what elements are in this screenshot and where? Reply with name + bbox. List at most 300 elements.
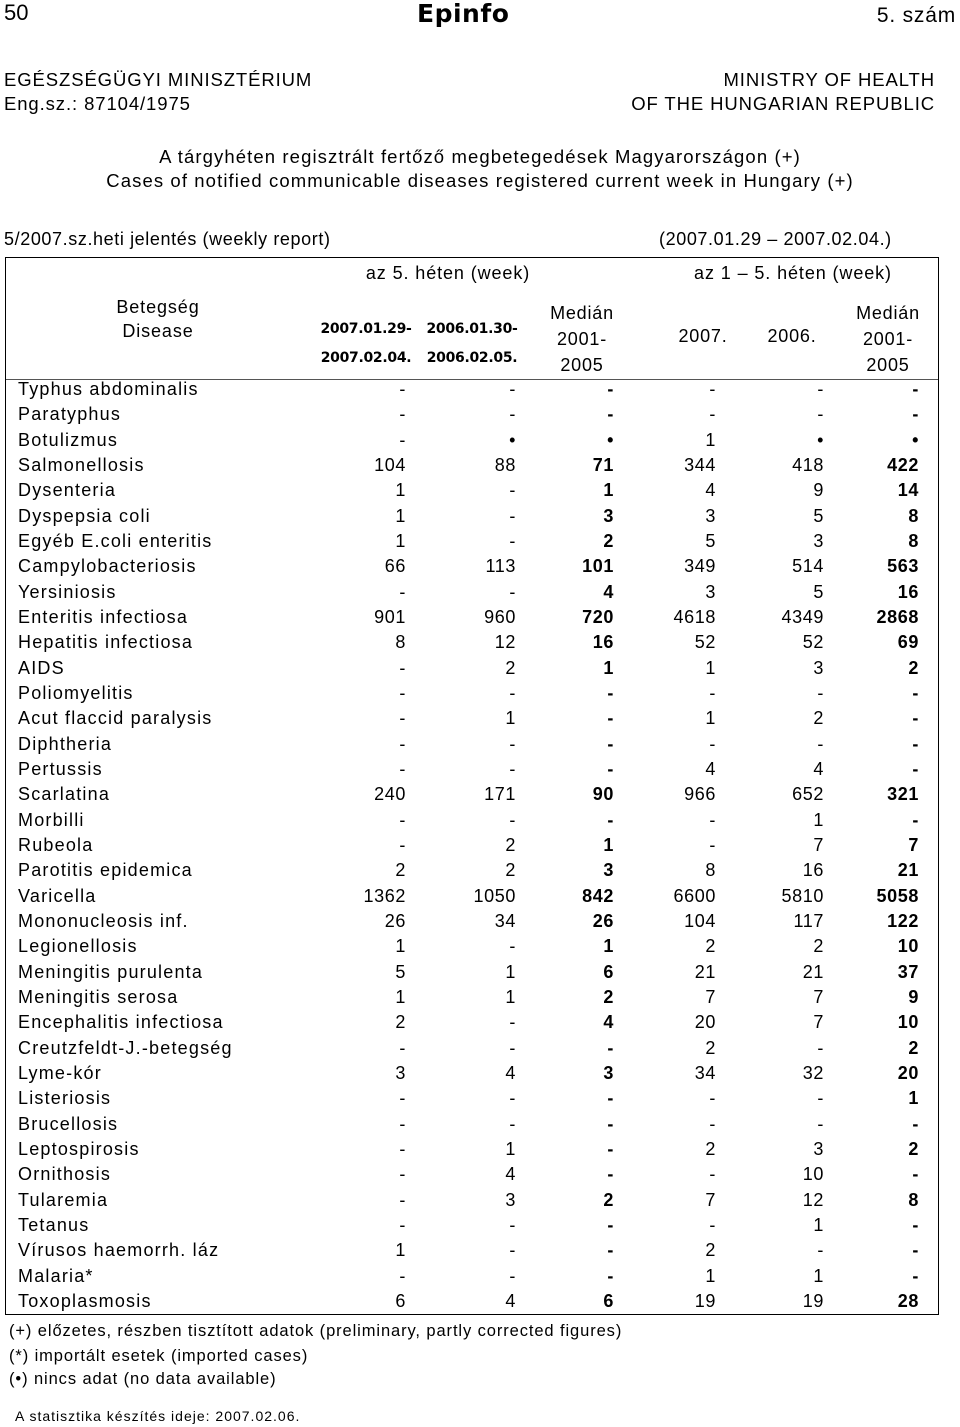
value-cum-2006: 7	[813, 987, 824, 1007]
value-week-median: 4	[603, 582, 614, 602]
value-week-2007: 1	[395, 506, 406, 526]
value-cum-median: -	[912, 1266, 919, 1286]
table-row	[0, 759, 960, 784]
value-week-2006: 4	[505, 1291, 516, 1311]
disease-name: Malaria*	[18, 1266, 94, 1286]
value-cum-2006: 418	[792, 455, 824, 475]
value-week-median: 6	[603, 962, 614, 982]
table-row	[0, 658, 960, 683]
table-row	[0, 683, 960, 708]
value-cum-2006: 514	[792, 556, 824, 576]
disease-name: Yersiniosis	[18, 582, 117, 602]
value-cum-median: -	[912, 759, 919, 779]
value-cum-median: 21	[897, 860, 919, 880]
table-row	[0, 1164, 960, 1189]
value-week-2006: 2	[505, 835, 516, 855]
value-week-median: 1	[603, 480, 614, 500]
value-week-median: 1	[603, 658, 614, 678]
value-cum-2006: 652	[792, 784, 824, 804]
value-week-median: •	[607, 430, 614, 450]
value-cum-median: 14	[897, 480, 919, 500]
value-cum-2007: -	[709, 404, 716, 424]
disease-header	[108, 295, 208, 343]
value-cum-2007: 7	[705, 1190, 716, 1210]
table-row	[0, 734, 960, 759]
value-cum-2007: 4	[705, 480, 716, 500]
value-cum-median: 8	[908, 531, 919, 551]
epinfo-logo: Epinfo	[417, 0, 510, 28]
disease-name: Poliomyelitis	[18, 683, 134, 703]
value-cum-median: •	[912, 430, 919, 450]
value-week-2007: 26	[384, 911, 406, 931]
table-row	[0, 886, 960, 911]
value-cum-2007: -	[709, 835, 716, 855]
value-week-median: 3	[603, 1063, 614, 1083]
value-cum-2006: 7	[813, 835, 824, 855]
value-week-2006: -	[509, 759, 516, 779]
value-week-median: 720	[582, 607, 614, 627]
value-week-2006: 2	[505, 658, 516, 678]
value-cum-median: 28	[897, 1291, 919, 1311]
disease-name: Encephalitis infectiosa	[18, 1012, 224, 1032]
table-row	[0, 911, 960, 936]
value-cum-median: 8	[908, 1190, 919, 1210]
value-week-median: 2	[603, 1190, 614, 1210]
value-cum-2006: 32	[802, 1063, 824, 1083]
value-cum-2007: 5	[705, 531, 716, 551]
value-cum-2006: -	[817, 404, 824, 424]
value-week-median: 1	[603, 835, 614, 855]
value-cum-median: 122	[887, 911, 919, 931]
disease-name: Meningitis purulenta	[18, 962, 204, 982]
value-cum-median: 422	[887, 455, 919, 475]
table-row	[0, 1114, 960, 1139]
table-row	[0, 632, 960, 657]
disease-name: Lyme-kór	[18, 1063, 102, 1083]
value-week-median: -	[607, 759, 614, 779]
value-cum-2006: 5810	[781, 886, 824, 906]
value-cum-median: 9	[908, 987, 919, 1007]
value-cum-2007: 6600	[673, 886, 716, 906]
disease-name: Scarlatina	[18, 784, 111, 804]
value-week-2007: 1	[395, 480, 406, 500]
table-row	[0, 582, 960, 607]
value-week-2006: 1	[505, 962, 516, 982]
value-week-2007: 8	[395, 632, 406, 652]
value-cum-2007: 4618	[673, 607, 716, 627]
disease-name: Meningitis serosa	[18, 987, 179, 1007]
value-cum-2007: 1	[705, 658, 716, 678]
value-cum-2007: 3	[705, 506, 716, 526]
report-label: 5/2007.sz.heti jelentés (weekly report)	[4, 229, 331, 249]
value-cum-2006: 1	[813, 1215, 824, 1235]
value-week-2007: -	[399, 1215, 406, 1235]
statistics-date: A statisztika készítés ideje: 2007.02.06.	[15, 1408, 301, 1424]
value-week-2007: 104	[374, 455, 406, 475]
value-cum-2006: 3	[813, 531, 824, 551]
disease-name: Campylobacteriosis	[18, 556, 197, 576]
value-week-2006: -	[509, 379, 516, 399]
disease-name: Enteritis infectiosa	[18, 607, 189, 627]
disease-name: Egyéb E.coli enteritis	[18, 531, 213, 551]
value-week-2007: -	[399, 1139, 406, 1159]
ministry-name-hu: EGÉSZSÉGÜGYI MINISZTÉRIUM	[4, 69, 313, 90]
value-week-median: -	[607, 1164, 614, 1184]
value-cum-median: 10	[897, 936, 919, 956]
table-row	[0, 962, 960, 987]
table-row	[0, 936, 960, 961]
value-week-median: 842	[582, 886, 614, 906]
value-cum-median: 20	[897, 1063, 919, 1083]
disease-header-hu: Betegség	[116, 297, 200, 317]
value-cum-2006: 2	[813, 708, 824, 728]
ministry-country-en: OF THE HUNGARIAN REPUBLIC	[631, 93, 935, 114]
table-row	[0, 455, 960, 480]
value-week-2007: -	[399, 430, 406, 450]
value-cum-2006: 117	[793, 911, 824, 931]
value-cum-median: -	[912, 1114, 919, 1134]
disease-name: Pertussis	[18, 759, 103, 779]
value-cum-2006: 7	[813, 1012, 824, 1032]
disease-name: Leptospirosis	[18, 1139, 140, 1159]
disease-name: Toxoplasmosis	[18, 1291, 152, 1311]
disease-name: Creutzfeldt-J.-betegség	[18, 1038, 233, 1058]
value-cum-2007: 349	[684, 556, 716, 576]
value-week-2006: -	[509, 734, 516, 754]
value-week-2006: 4	[505, 1164, 516, 1184]
value-cum-2006: -	[817, 683, 824, 703]
ministry-name-en: MINISTRY OF HEALTH	[723, 69, 935, 90]
value-week-2007: 240	[374, 784, 406, 804]
disease-name: Typhus abdominalis	[18, 379, 199, 399]
note-imported: (*) importált esetek (imported cases)	[9, 1347, 309, 1365]
value-cum-2007: 1	[705, 430, 716, 450]
value-week-2007: -	[399, 404, 406, 424]
value-week-2006: -	[509, 936, 516, 956]
value-cum-2007: -	[709, 1088, 716, 1108]
table-row	[0, 835, 960, 860]
group-header-cumulative: az 1 – 5. héten (week)	[694, 263, 892, 283]
value-week-median: 90	[592, 784, 614, 804]
value-week-2007: 1	[395, 987, 406, 1007]
value-cum-median: -	[912, 810, 919, 830]
table-row	[0, 506, 960, 531]
value-week-2007: 3	[395, 1063, 406, 1083]
disease-name: Diphtheria	[18, 734, 113, 754]
value-week-2007: -	[399, 1266, 406, 1286]
value-cum-2007: 2	[705, 936, 716, 956]
value-cum-2007: -	[709, 379, 716, 399]
value-week-median: -	[607, 734, 614, 754]
value-cum-median: 16	[897, 582, 919, 602]
value-cum-median: -	[912, 404, 919, 424]
value-cum-median: 1	[908, 1088, 919, 1108]
table-row	[0, 1063, 960, 1088]
value-cum-2007: 52	[694, 632, 716, 652]
disease-name: Paratyphus	[18, 404, 122, 424]
value-week-median: -	[607, 1266, 614, 1286]
value-cum-median: 563	[887, 556, 919, 576]
value-week-2006: 3	[505, 1190, 516, 1210]
value-week-2006: •	[509, 430, 516, 450]
value-week-2006: 960	[484, 607, 516, 627]
table-row	[0, 1038, 960, 1063]
value-cum-median: 5058	[876, 886, 919, 906]
value-cum-median: 2868	[876, 607, 919, 627]
title-hu: A tárgyhéten regisztrált fertőző megbetegedések Magyarországon (+)	[159, 146, 801, 167]
col-cum-2006: 2006.	[767, 326, 817, 346]
value-week-median: 3	[603, 506, 614, 526]
value-cum-2007: 1	[705, 708, 716, 728]
table-row	[0, 708, 960, 733]
value-week-2006: 4	[505, 1063, 516, 1083]
value-week-2007: -	[399, 582, 406, 602]
disease-name: Dysenteria	[18, 480, 117, 500]
value-cum-median: -	[912, 1215, 919, 1235]
value-week-2006: 113	[485, 556, 516, 576]
value-cum-2006: 21	[802, 962, 824, 982]
value-week-2006: -	[509, 1012, 516, 1032]
value-week-2006: 12	[494, 632, 516, 652]
table-row	[0, 430, 960, 455]
value-week-2006: 171	[484, 784, 516, 804]
registration-number: Eng.sz.: 87104/1975	[4, 93, 191, 114]
value-week-2007: 1362	[363, 886, 406, 906]
value-week-median: 71	[592, 455, 614, 475]
value-cum-2007: 21	[694, 962, 716, 982]
value-week-2007: 1	[395, 936, 406, 956]
value-week-median: -	[607, 1038, 614, 1058]
value-cum-2006: 3	[813, 658, 824, 678]
value-cum-2007: 344	[684, 455, 716, 475]
report-period: (2007.01.29 – 2007.02.04.)	[659, 229, 892, 249]
value-week-median: -	[607, 1114, 614, 1134]
value-week-2007: -	[399, 683, 406, 703]
value-cum-median: -	[912, 379, 919, 399]
value-cum-2006: -	[817, 1240, 824, 1260]
value-week-2006: 1	[505, 1139, 516, 1159]
value-week-2006: -	[509, 1088, 516, 1108]
value-week-median: 1	[603, 936, 614, 956]
value-week-median: -	[607, 1215, 614, 1235]
value-week-2006: -	[509, 1114, 516, 1134]
value-cum-median: 321	[887, 784, 919, 804]
disease-name: Mononucleosis inf.	[18, 911, 189, 931]
value-cum-2007: 2	[705, 1038, 716, 1058]
col-week-2007-end: 2007.02.04.	[320, 350, 412, 366]
value-week-2006: -	[509, 810, 516, 830]
value-week-2006: -	[509, 683, 516, 703]
value-cum-median: 8	[908, 506, 919, 526]
value-cum-2006: 9	[813, 480, 824, 500]
value-week-2007: 2	[395, 1012, 406, 1032]
value-cum-2007: 7	[705, 987, 716, 1007]
value-week-2006: 1	[505, 708, 516, 728]
median-years-end: 2005	[866, 355, 910, 375]
value-cum-2006: 4	[813, 759, 824, 779]
value-week-median: -	[607, 810, 614, 830]
value-week-2006: -	[509, 1266, 516, 1286]
value-week-2007: 5	[395, 962, 406, 982]
value-week-2006: -	[509, 506, 516, 526]
table-row	[0, 1266, 960, 1291]
value-week-2007: -	[399, 658, 406, 678]
table-row	[0, 860, 960, 885]
value-week-2007: 1	[395, 531, 406, 551]
value-cum-2007: 19	[694, 1291, 716, 1311]
value-week-median: -	[607, 708, 614, 728]
median-years-end: 2005	[560, 355, 604, 375]
value-cum-2007: 3	[705, 582, 716, 602]
col-week-2007	[316, 315, 416, 373]
table-row	[0, 404, 960, 429]
value-cum-2007: -	[709, 810, 716, 830]
table-row	[0, 1012, 960, 1037]
issue-number: 5. szám	[876, 4, 956, 27]
value-week-2007: -	[399, 810, 406, 830]
page-number: 50	[4, 0, 29, 25]
value-cum-2006: 2	[813, 936, 824, 956]
disease-name: Botulizmus	[18, 430, 119, 450]
value-cum-2007: 104	[684, 911, 716, 931]
table-row	[0, 1088, 960, 1113]
value-week-2007: -	[399, 708, 406, 728]
col-cum-2007: 2007.	[678, 326, 728, 346]
value-week-2006: -	[509, 1038, 516, 1058]
value-cum-2006: 12	[802, 1190, 824, 1210]
value-week-2007: -	[399, 1038, 406, 1058]
disease-name: Varicella	[18, 886, 97, 906]
table-row	[0, 531, 960, 556]
value-cum-median: 7	[908, 835, 919, 855]
group-header-week: az 5. héten (week)	[365, 263, 531, 283]
disease-name: Rubeola	[18, 835, 94, 855]
title-en: Cases of notified communicable diseases registered current week in Hungary (+)	[106, 170, 854, 191]
value-week-2006: -	[509, 480, 516, 500]
value-cum-median: -	[912, 1240, 919, 1260]
value-week-median: 4	[603, 1012, 614, 1032]
value-cum-2007: -	[709, 683, 716, 703]
disease-name: Tularemia	[18, 1190, 109, 1210]
median-years-start: 2001-	[862, 329, 914, 349]
value-week-2006: -	[509, 1240, 516, 1260]
value-cum-2006: -	[817, 1088, 824, 1108]
value-week-2006: 88	[494, 455, 516, 475]
value-cum-2007: -	[709, 1114, 716, 1134]
col-week-median	[532, 300, 632, 378]
value-week-median: -	[607, 1088, 614, 1108]
disease-name: AIDS	[18, 658, 65, 678]
value-cum-median: 69	[897, 632, 919, 652]
value-week-median: -	[607, 404, 614, 424]
value-week-median: 2	[603, 987, 614, 1007]
value-cum-2007: -	[709, 734, 716, 754]
value-week-2006: -	[509, 531, 516, 551]
value-week-2007: -	[399, 835, 406, 855]
value-week-median: 26	[592, 911, 614, 931]
note-preliminary: (+) előzetes, részben tisztított adatok (preliminary, partly corrected figures)	[9, 1322, 623, 1340]
value-week-2006: -	[509, 404, 516, 424]
value-week-2007: -	[399, 1190, 406, 1210]
value-cum-2007: -	[709, 1215, 716, 1235]
disease-name: Brucellosis	[18, 1114, 119, 1134]
value-week-2007: 66	[384, 556, 406, 576]
table-row	[0, 556, 960, 581]
value-week-2007: -	[399, 379, 406, 399]
value-cum-2006: 3	[813, 1139, 824, 1159]
disease-name: Morbilli	[18, 810, 85, 830]
disease-name: Hepatitis infectiosa	[18, 632, 194, 652]
table-row	[0, 1190, 960, 1215]
disease-name: Acut flaccid paralysis	[18, 708, 213, 728]
value-cum-2007: 1	[705, 1266, 716, 1286]
value-cum-median: 10	[897, 1012, 919, 1032]
value-week-2006: 2	[505, 860, 516, 880]
value-cum-2006: 16	[802, 860, 824, 880]
table-row	[0, 379, 960, 404]
value-cum-2006: 1	[813, 1266, 824, 1286]
col-week-2006-end: 2006.02.05.	[426, 350, 518, 366]
disease-name: Vírusos haemorrh. láz	[18, 1240, 220, 1260]
value-cum-2006: 5	[813, 582, 824, 602]
value-week-2006: 34	[494, 911, 516, 931]
disease-name: Legionellosis	[18, 936, 138, 956]
col-week-2006	[422, 315, 522, 373]
value-cum-2007: 8	[705, 860, 716, 880]
col-week-2007-start: 2007.01.29-	[320, 321, 412, 337]
value-cum-median: -	[912, 1164, 919, 1184]
value-week-2007: -	[399, 1088, 406, 1108]
col-week-2006-start: 2006.01.30-	[426, 321, 518, 337]
value-cum-2007: 20	[694, 1012, 716, 1032]
table-row	[0, 810, 960, 835]
value-cum-median: -	[912, 683, 919, 703]
value-week-median: -	[607, 1139, 614, 1159]
table-row	[0, 784, 960, 809]
value-cum-2007: 4	[705, 759, 716, 779]
table-row	[0, 1139, 960, 1164]
value-week-2007: -	[399, 1164, 406, 1184]
median-label: Medián	[550, 303, 614, 323]
value-cum-median: 37	[897, 962, 919, 982]
median-years-start: 2001-	[556, 329, 608, 349]
disease-name: Parotitis epidemica	[18, 860, 193, 880]
value-week-median: 101	[582, 556, 614, 576]
value-week-median: -	[607, 1240, 614, 1260]
value-week-2007: 2	[395, 860, 406, 880]
value-cum-2006: 1	[813, 810, 824, 830]
disease-name: Salmonellosis	[18, 455, 145, 475]
value-cum-2006: -	[817, 1114, 824, 1134]
value-week-median: 3	[603, 860, 614, 880]
disease-name: Ornithosis	[18, 1164, 112, 1184]
value-week-2006: 1050	[473, 886, 516, 906]
value-cum-median: -	[912, 734, 919, 754]
value-week-median: 16	[592, 632, 614, 652]
value-cum-median: -	[912, 708, 919, 728]
table-row	[0, 987, 960, 1012]
value-cum-2007: -	[709, 1164, 716, 1184]
value-cum-2006: -	[817, 379, 824, 399]
value-week-median: 6	[603, 1291, 614, 1311]
value-cum-2007: 2	[705, 1139, 716, 1159]
value-cum-2006: -	[817, 1038, 824, 1058]
disease-name: Listeriosis	[18, 1088, 112, 1108]
value-cum-2006: 5	[813, 506, 824, 526]
value-cum-2007: 966	[684, 784, 716, 804]
disease-name: Tetanus	[18, 1215, 90, 1235]
value-week-2006: -	[509, 1215, 516, 1235]
